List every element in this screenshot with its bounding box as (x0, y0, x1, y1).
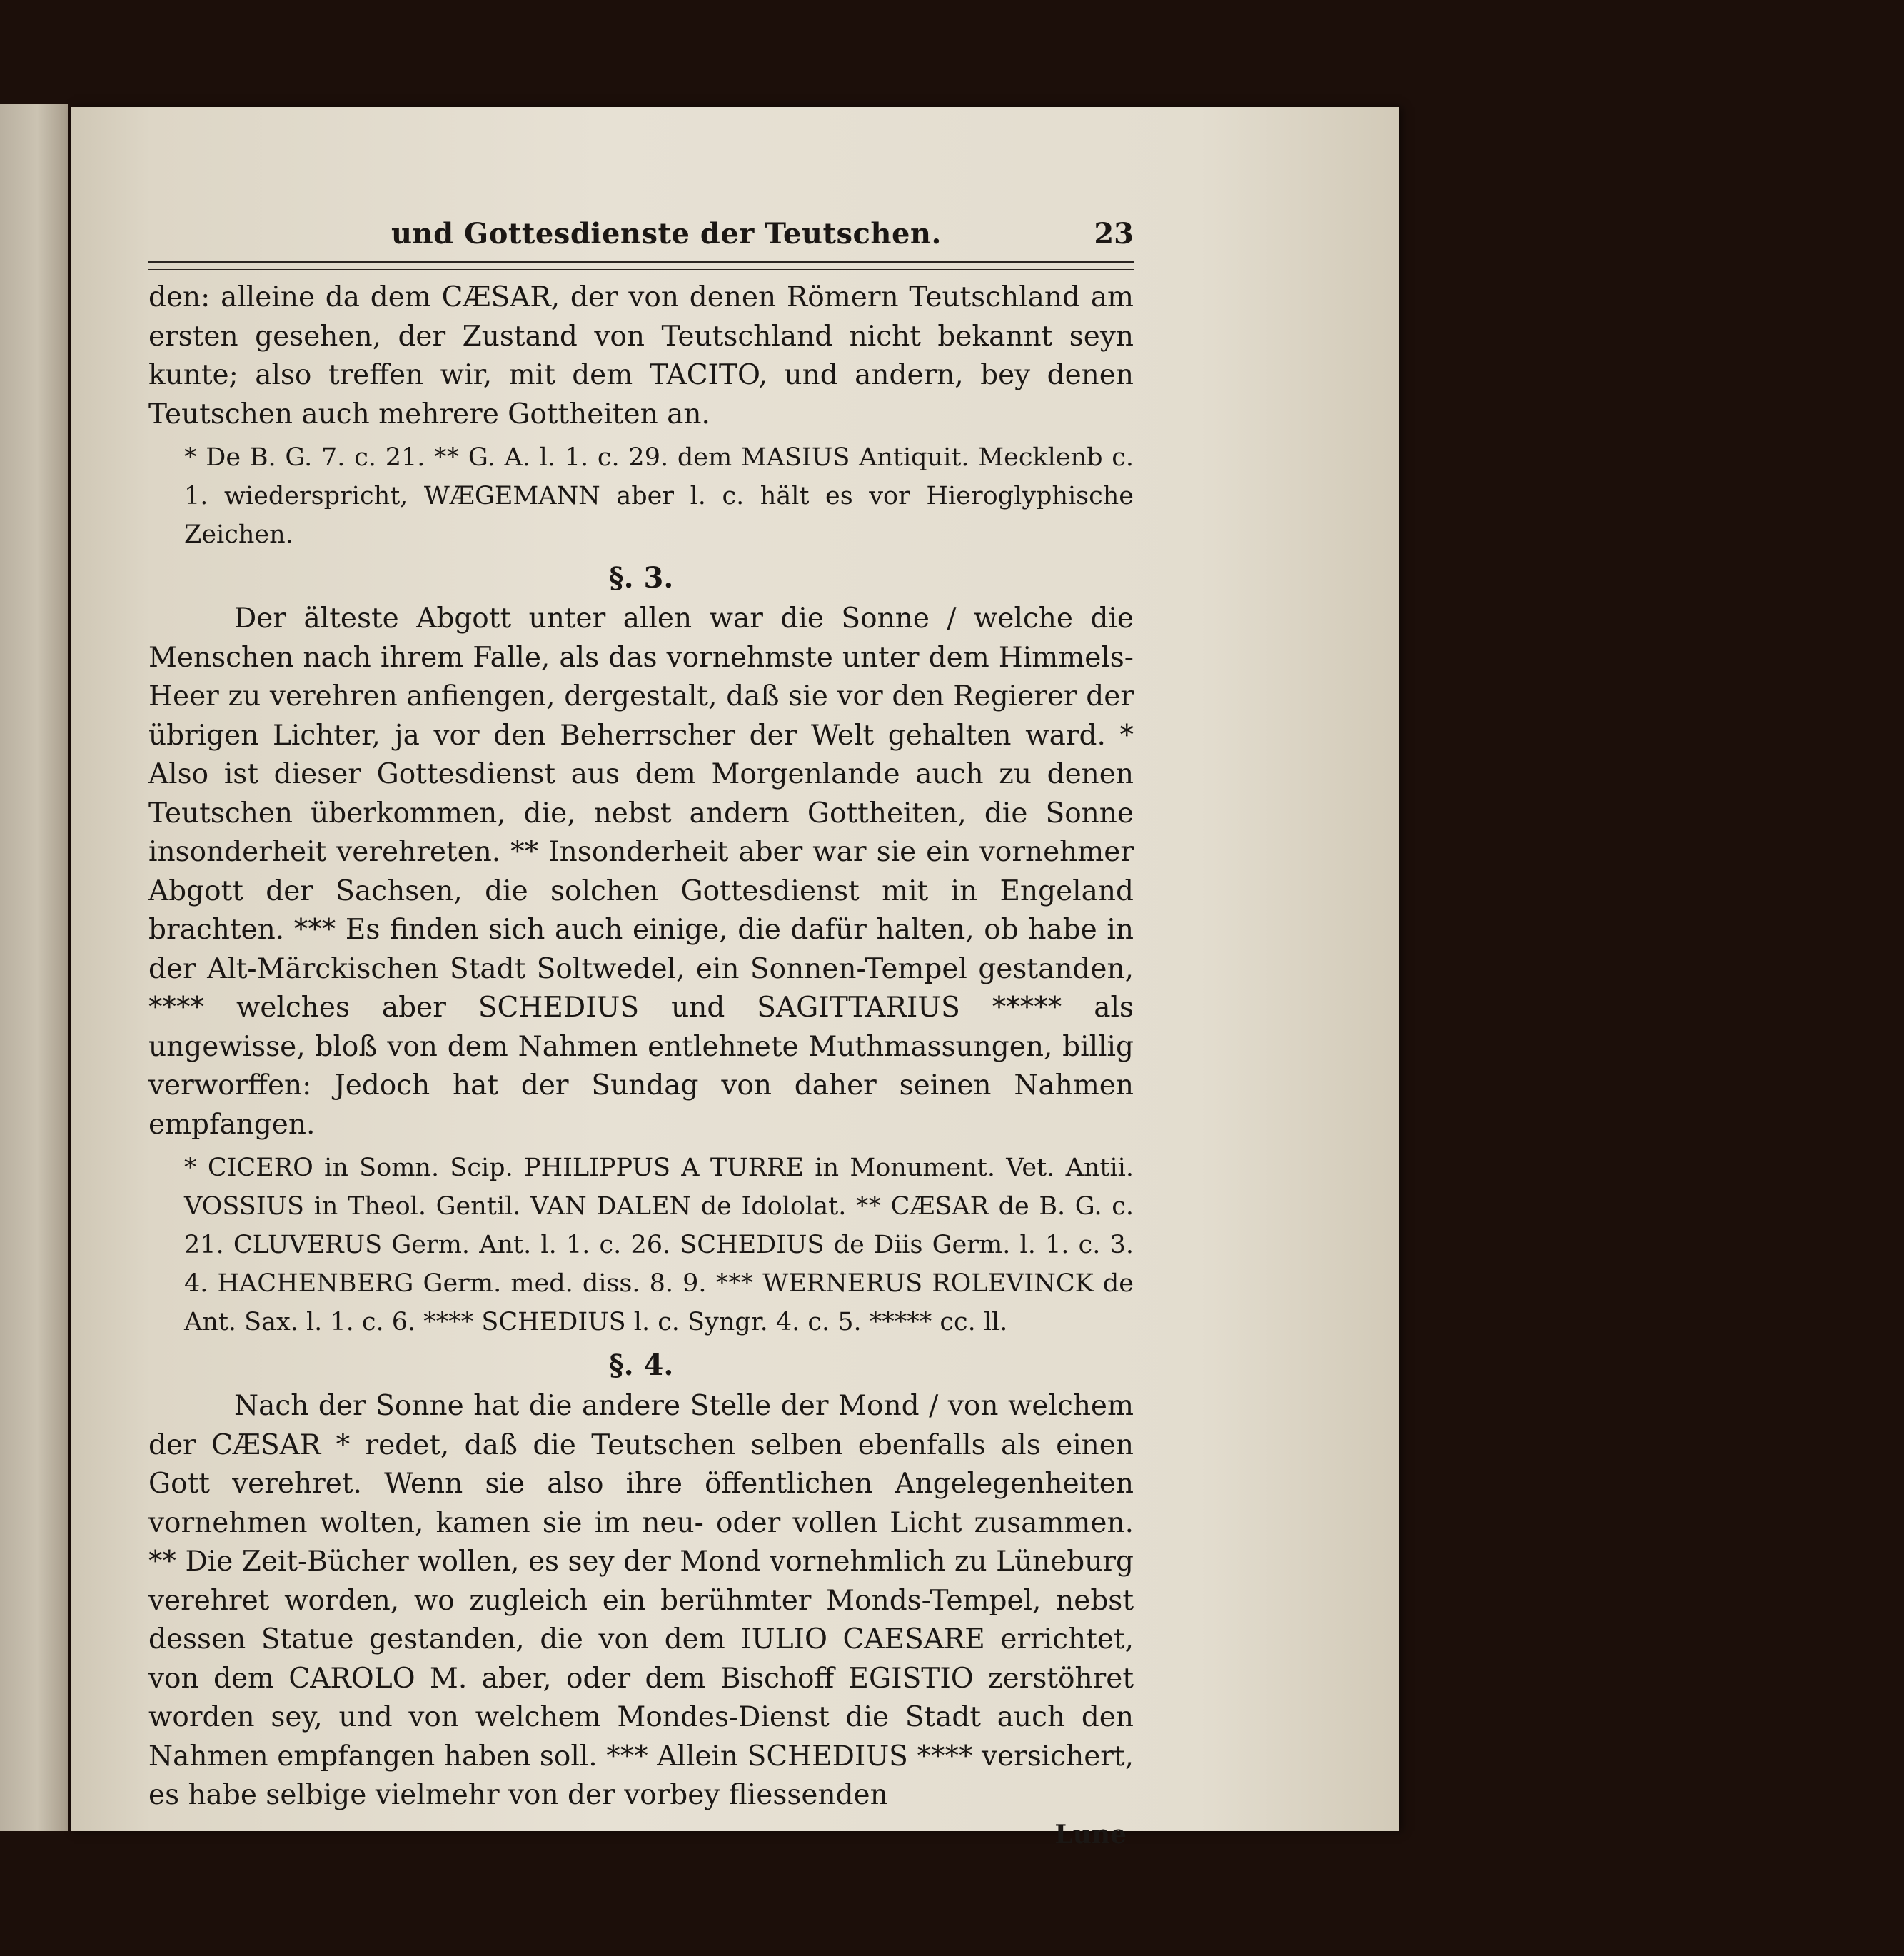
section-heading-4: §. 4. (608, 1348, 674, 1382)
header-rule (148, 261, 1134, 270)
footnote-1: * De B. G. 7. c. 21. ** G. A. l. 1. c. 29. dem MASIUS Antiquit. Mecklenb c. 1. wiederspricht, WÆGEMANN aber l. c. hält es vor Hieroglyphische Zeichen. (184, 443, 1134, 549)
paragraph-3: Nach der Sonne hat die andere Stelle der Mond / von welchem der CÆSAR * redet, daß die Teutschen selben ebenfalls als einen Gott verehret. Wenn sie also ihre öffentlichen Angelegenheiten vornehmen wolten, kamen sie im neu- oder vollen Licht zusammen. ** Die Zeit-Bücher wollen, es sey der Mond vornehmlich zu Lüneburg verehret worden, wo zugleich ein berühmter Monds-Tempel, nebst dessen Statue gestanden, die von dem IULIO CAESARE errichtet, von dem CAROLO M. aber, oder dem Bischoff EGISTIO zerstöhret worden sey, und von welchem Mondes-Dienst die Stadt auch den Nahmen empfangen haben soll. *** Allein SCHEDIUS **** versichert, es habe selbige vielmehr von der vorbey fliessenden (148, 1390, 1134, 1811)
footnote-2: * CICERO in Somn. Scip. PHILIPPUS A TURRE in Monument. Vet. Antii. VOSSIUS in Theol. Gentil. VAN DALEN de Idololat. ** CÆSAR de B. G. c. 21. CLUVERUS Germ. Ant. l. 1. c. 26. SCHEDIUS de Diis Germ. l. 1. c. 3. 4. HACHENBERG Germ. med. diss. 8. 9. *** WERNERUS ROLEVINCK de Ant. Sax. l. 1. c. 6. **** SCHEDIUS l. c. Syngr. 4. c. 5. ***** cc. ll. (184, 1154, 1134, 1336)
section-heading-3: §. 3. (608, 561, 674, 595)
paragraph-1: den: alleine da dem CÆSAR, der von denen Römern Teutschland am ersten gesehen, der Zustand von Teutschland nicht bekannt seyn kunte; also treffen wir, mit dem TACITO, und andern, bey denen Teutschen auch mehrere Gottheiten an. (148, 281, 1134, 430)
page-number: 23 (1094, 217, 1134, 251)
page-text (148, 214, 1134, 1850)
running-head (148, 214, 1134, 261)
running-title: und Gottesdienste der Teutschen. (391, 217, 942, 251)
paragraph-2: Der älteste Abgott unter allen war die Sonne / welche die Menschen nach ihrem Falle, als das vornehmste unter dem Himmels-Heer zu verehren anfiengen, dergestalt, daß sie vor den Regierer der übrigen Lichter, ja vor den Beherrscher der Welt gehalten ward. * Also ist dieser Gottesdienst aus dem Morgenlande auch zu denen Teutschen überkommen, die, nebst andern Gottheiten, die Sonne insonderheit verehreten. ** Insonderheit aber war sie ein vornehmer Abgott der Sachsen, die solchen Gottesdienst mit in Engeland brachten. *** Es finden sich auch einige, die dafür halten, ob habe in der Alt-Märckischen Stadt Soltwedel, ein Sonnen-Tempel gestanden, **** welches aber SCHEDIUS und SAGITTARIUS ***** als ungewisse, bloß von dem Nahmen entlehnete Muthmassungen, billig verworffen: Jedoch hat der Sundag von daher seinen Nahmen empfangen. (148, 603, 1134, 1141)
catchword: Lune (1054, 1819, 1127, 1850)
previous-page-edge (0, 104, 68, 1831)
